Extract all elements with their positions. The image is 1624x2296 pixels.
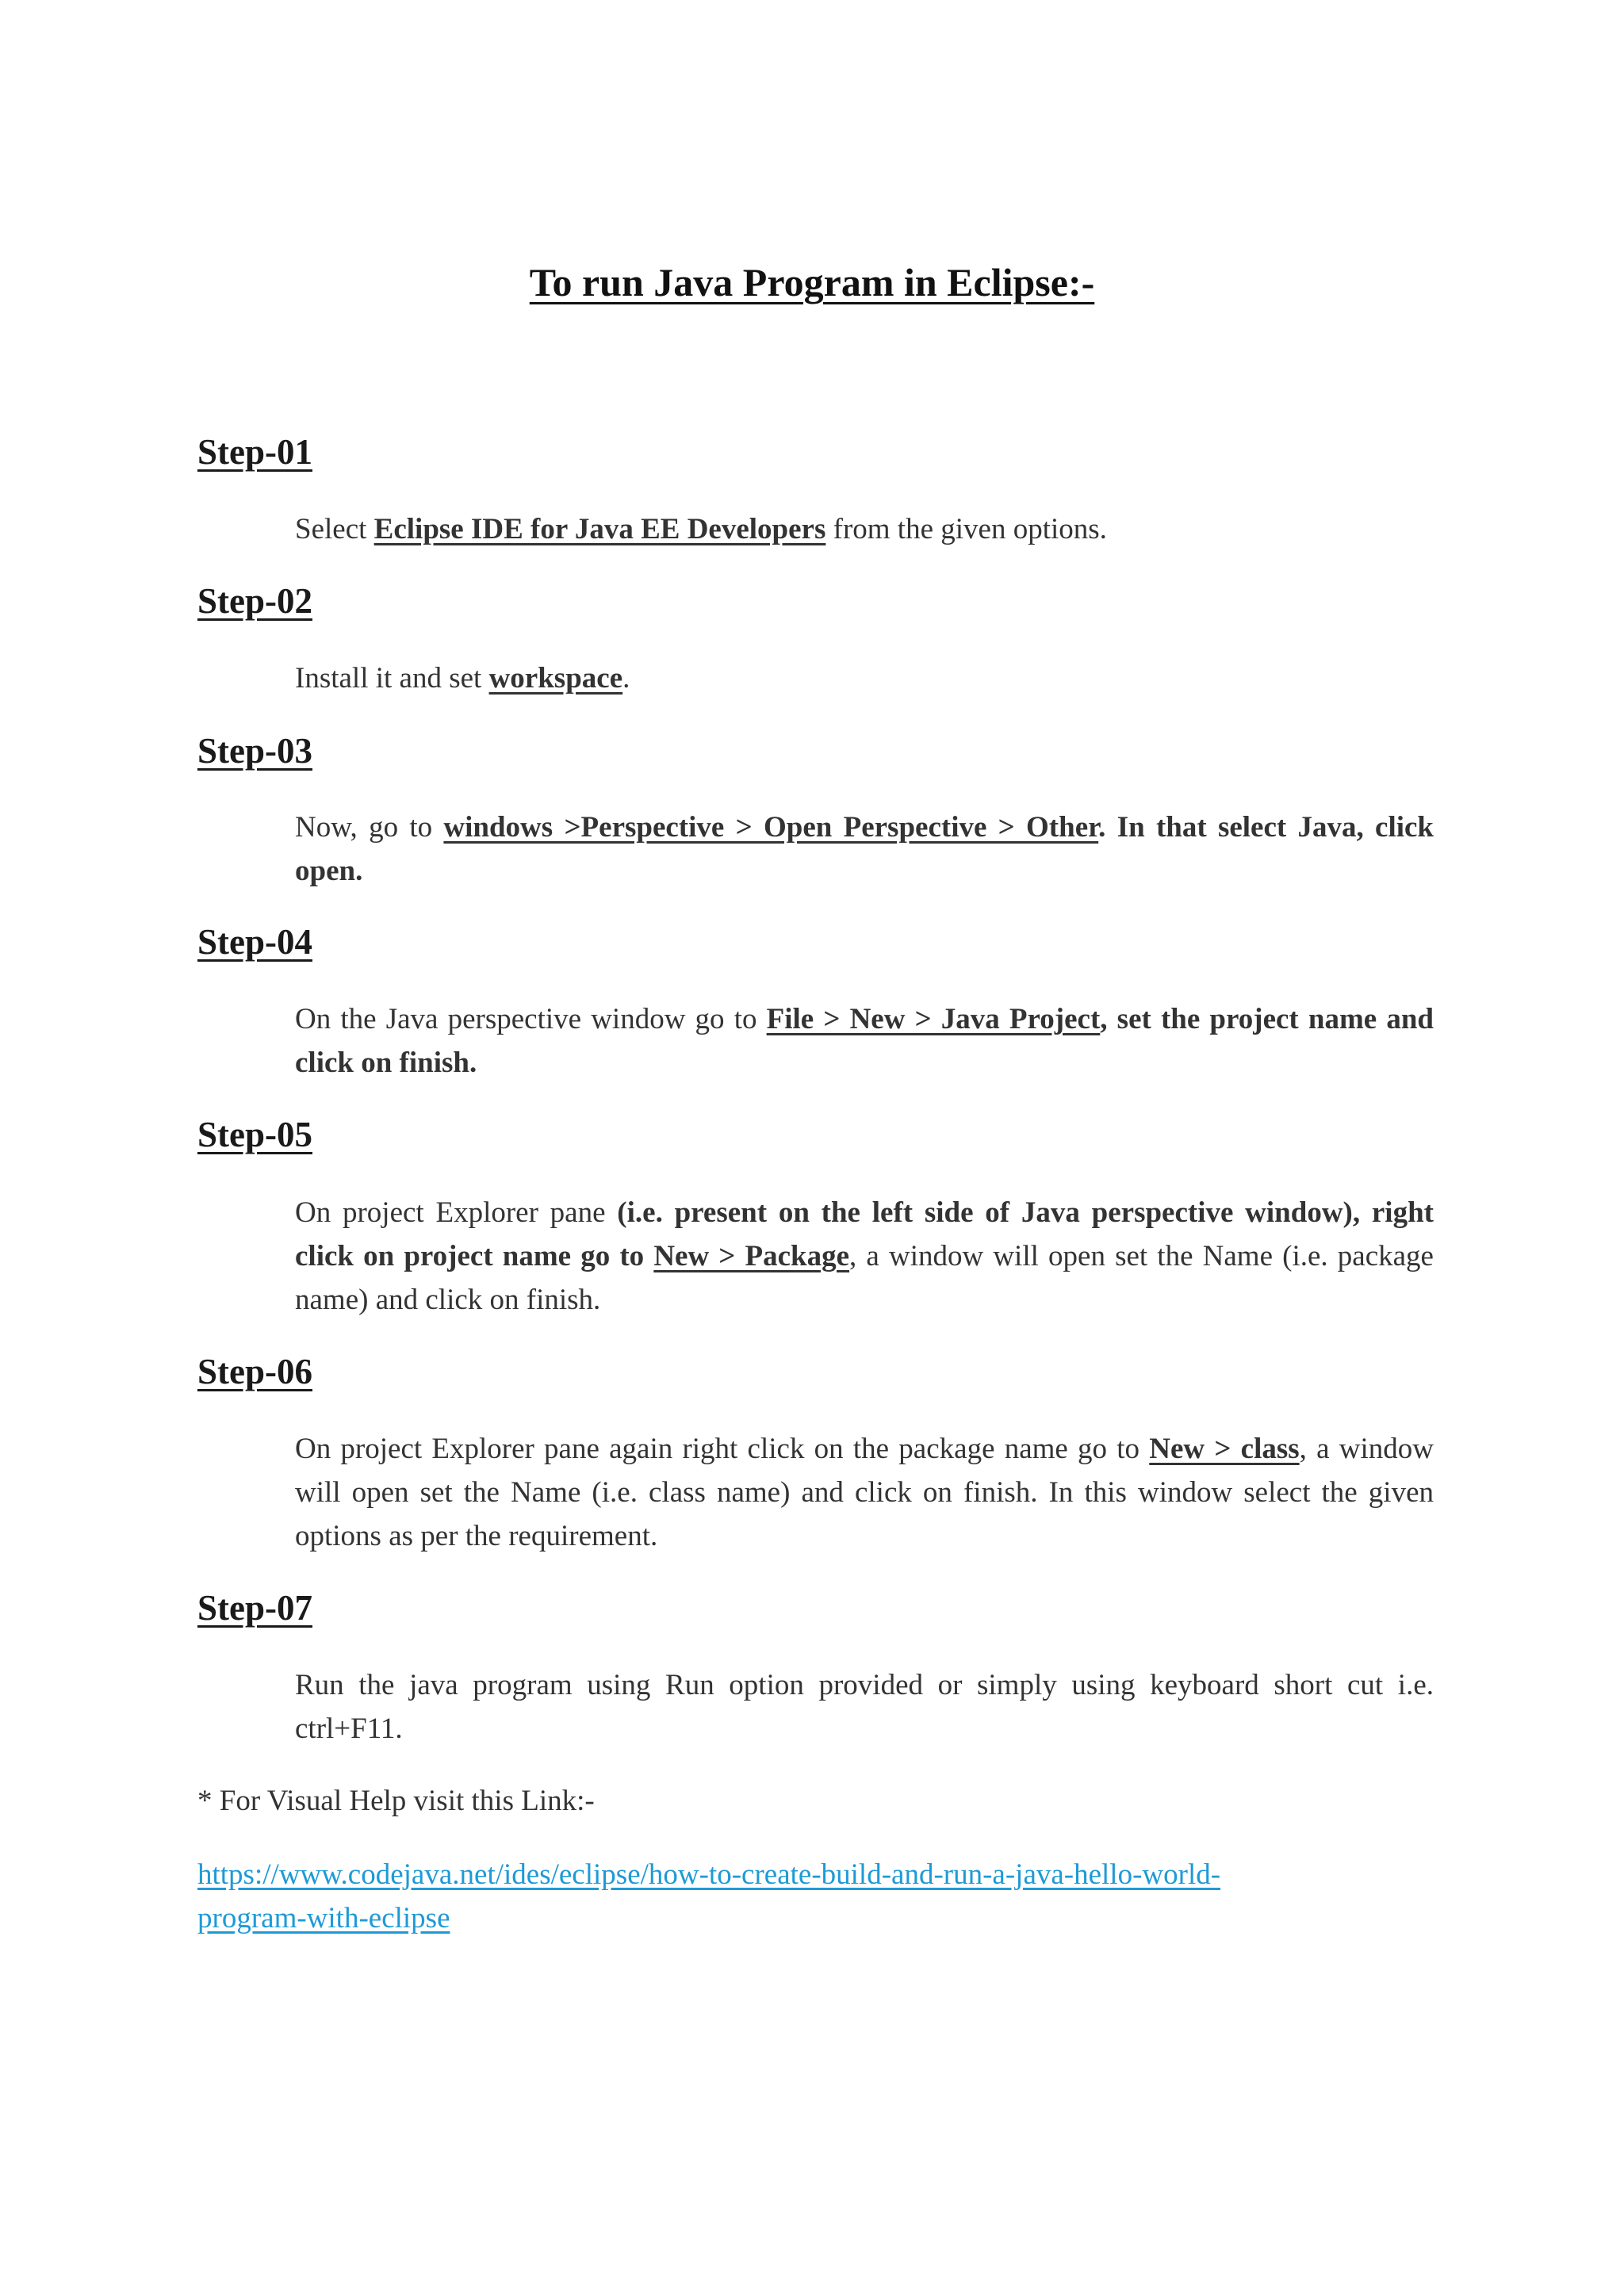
- step-02-body: [295, 656, 1434, 700]
- step-04-heading: Step-04: [197, 922, 312, 962]
- step-03-highlight: windows >Perspective > Open Perspective > Other: [443, 811, 1099, 844]
- step-04-text: On the Java perspective window go to: [295, 1003, 767, 1035]
- step-04-highlight: File > New > Java Project: [766, 1003, 1101, 1035]
- step-03-body: [295, 806, 1434, 893]
- step-04-text-end: , set the project name and click on finish.: [295, 1003, 1434, 1079]
- link-line-2[interactable]: program-with-eclipse: [197, 1902, 450, 1934]
- step-01-highlight: Eclipse IDE for Java EE Developers: [373, 513, 826, 545]
- step-03-text-end: . In that select Java, click open.: [295, 811, 1434, 887]
- step-05-body: [295, 1191, 1434, 1322]
- step-06-body: [295, 1427, 1434, 1558]
- step-05-heading: Step-05: [197, 1115, 312, 1154]
- step-05-text-end: , a window will open set the Name (i.e. package name) and click on finish.: [295, 1240, 1434, 1316]
- step-06-text-end: , a window will open set the Name (i.e. class name) and click on finish. In this window select the given options as per the requirement.: [295, 1433, 1434, 1552]
- step-02-text-end: .: [622, 662, 630, 695]
- step-05-bold: (i.e. present on the left side of Java perspective window), right click on project name go to: [295, 1196, 1434, 1272]
- step-05-highlight: New > Package: [653, 1240, 850, 1272]
- visual-help-text: * For Visual Help visit this Link:-: [197, 1785, 595, 1817]
- step-02-heading: Step-02: [197, 581, 312, 621]
- step-01-heading: Step-01: [197, 432, 312, 472]
- step-06-highlight: New > class: [1149, 1433, 1300, 1465]
- step-07-text: Run the java program using Run option provided or simply using keyboard short cut i.e. ctrl+F11.: [295, 1669, 1434, 1745]
- link-line-1[interactable]: https://www.codejava.net/ides/eclipse/how-to-create-build-and-run-a-java-hello-world-: [197, 1858, 1221, 1891]
- step-06-heading: Step-06: [197, 1352, 312, 1391]
- step-03-heading: Step-03: [197, 731, 312, 771]
- step-05-text: On project Explorer pane: [295, 1196, 618, 1229]
- page-title: To run Java Program in Eclipse:-: [529, 260, 1095, 304]
- codejava-link[interactable]: [197, 1853, 1347, 1940]
- step-07-body: [295, 1663, 1434, 1751]
- step-04-body: [295, 997, 1434, 1085]
- step-01-body: [295, 507, 1434, 551]
- step-06-text: On project Explorer pane again right click on the package name go to: [295, 1433, 1150, 1465]
- step-01-text: Select: [295, 513, 374, 545]
- step-02-text: Install it and set: [295, 662, 489, 695]
- step-01-text-end: from the given options.: [825, 513, 1107, 545]
- step-03-text: Now, go to: [295, 811, 444, 844]
- step-07-heading: Step-07: [197, 1588, 312, 1628]
- step-02-highlight: workspace: [488, 662, 623, 695]
